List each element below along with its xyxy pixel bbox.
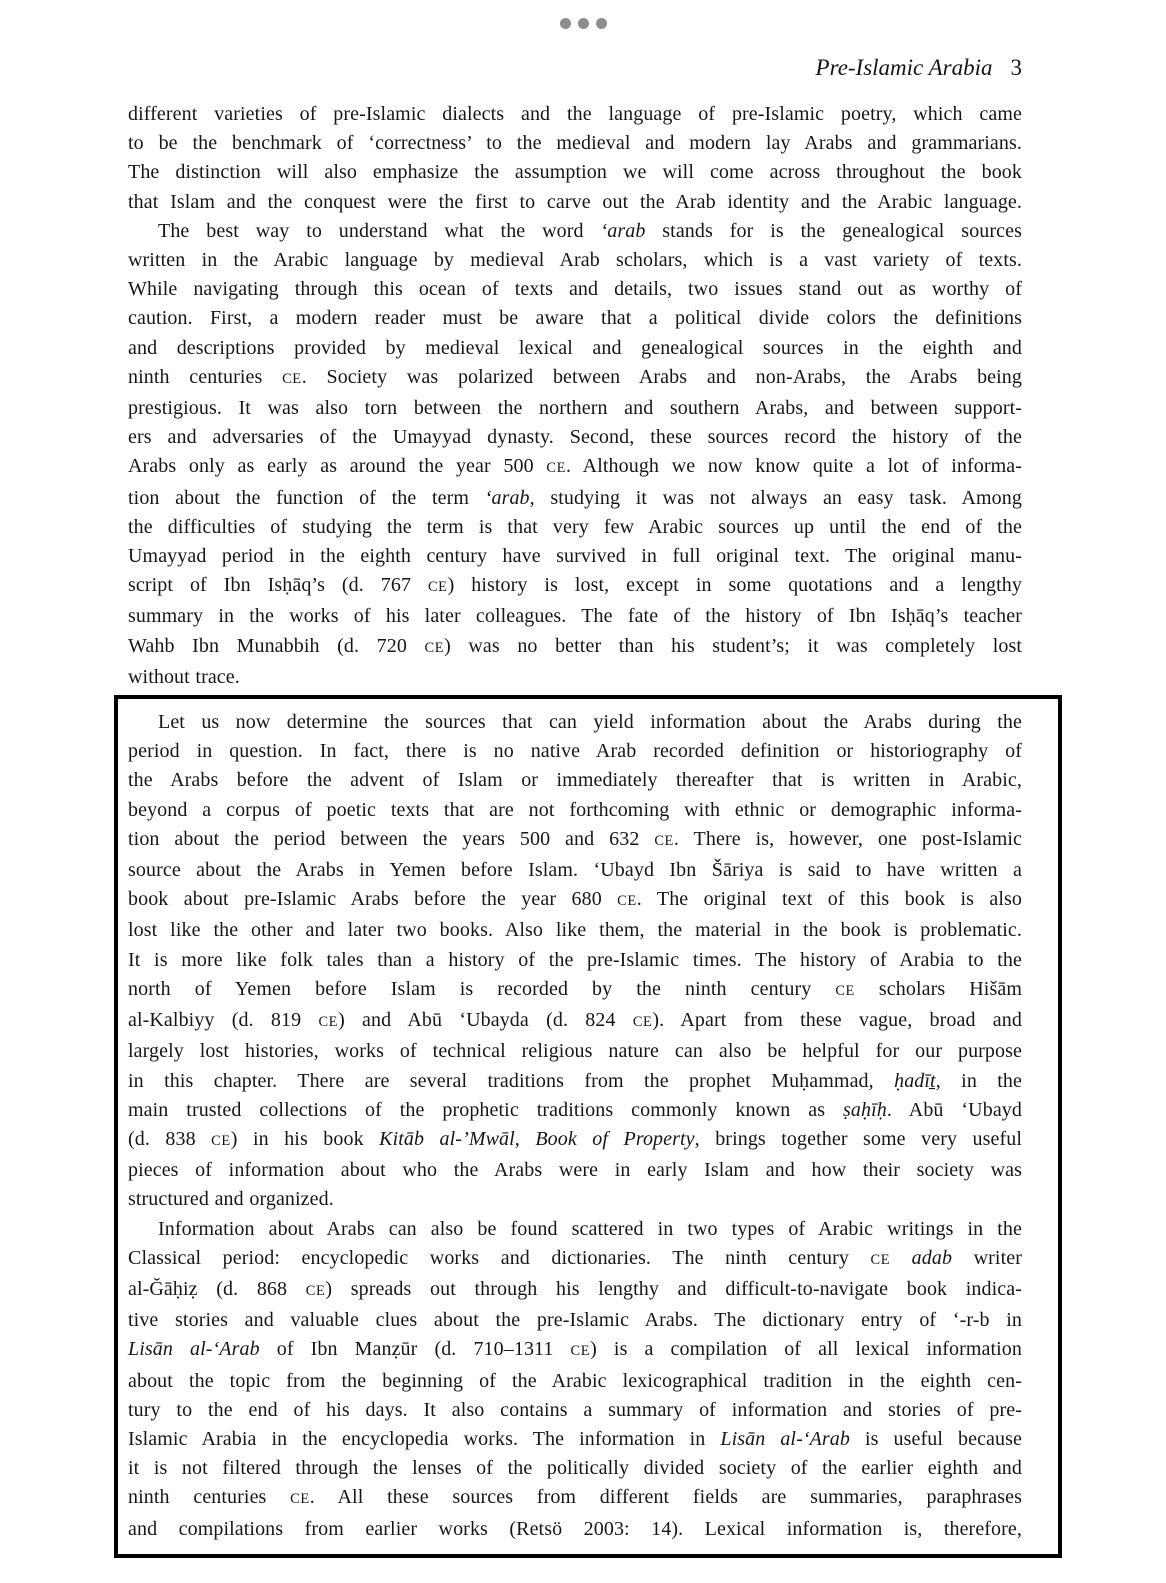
highlight-box <box>114 695 1062 1558</box>
text-line: ninth centuries CE. All these sources from different fields are summaries, paraphrases <box>128 1486 1022 1509</box>
text-line: Arabs only as early as around the year 500 CE. Although we now know quite a lot of informa- <box>128 455 1023 478</box>
text-line: While navigating through this ocean of texts and details, two issues stand out as worthy of <box>128 278 1022 301</box>
text-line: Classical period: encyclopedic works and dictionaries. The ninth century CE adab writer <box>128 1246 1022 1269</box>
paragraph <box>128 100 1022 217</box>
text-line: in this chapter. There are several traditions from the prophet Muḥammad, ḥadīṯ, in the <box>128 1069 1022 1092</box>
text-line: It is more like folk tales than a history of the pre-Islamic times. The history of Arabia to the <box>128 948 1022 971</box>
text-line: largely lost histories, works of technical religious nature can also be helpful for our purpose <box>128 1040 1022 1063</box>
header-title: Pre-Islamic Arabia <box>815 55 993 80</box>
text-line: caution. First, a modern reader must be aware that a political divide colors the definitions <box>128 307 1022 330</box>
text-line: different varieties of pre-Islamic dialects and the language of pre-Islamic poetry, which came <box>128 103 1022 125</box>
text-line: and descriptions provided by medieval lexical and genealogical sources in the eighth and <box>128 336 1022 359</box>
text-line: script of Ibn Isḥāq’s (d. 767 CE) history is lost, except in some quotations and a lengthy <box>128 574 1022 597</box>
body-text <box>128 100 1022 692</box>
text-line: The distinction will also emphasize the assumption we will come across throughout the book <box>128 161 1022 184</box>
text-column <box>128 100 1022 1558</box>
text-line: ers and adversaries of the Umayyad dynasty. Second, these sources record the history of the <box>128 426 1022 449</box>
text-line: that Islam and the conquest were the first to carve out the Arab identity and the Arabic language. <box>128 190 1022 213</box>
text-line: main trusted collections of the prophetic traditions commonly known as ṣaḥīḥ. Abū ‘Ubayd <box>128 1098 1023 1121</box>
text-line: the difficulties of studying the term is that very few Arabic sources up until the end of the <box>128 515 1022 538</box>
text-line: source about the Arabs in Yemen before Islam. ‘Ubayd Ibn Šāriya is said to have written a <box>128 859 1022 882</box>
text-line: beyond a corpus of poetic texts that are not forthcoming with ethnic or demographic informa- <box>128 798 1022 821</box>
text-line: pieces of information about who the Arabs were in early Islam and how their society was <box>128 1159 1022 1182</box>
text-line: the Arabs before the advent of Islam or immediately thereafter that is written in Arabic, <box>128 769 1022 792</box>
paragraph <box>128 217 1022 692</box>
text-line: Umayyad period in the eighth century have survived in full original text. The original manu- <box>128 545 1022 568</box>
paragraph <box>128 708 1022 1214</box>
dot-icon <box>560 18 571 29</box>
text-line: Islamic Arabia in the encyclopedia works. The information in Lisān al-‘Arab is useful because <box>128 1427 1022 1450</box>
text-line: tion about the period between the years 500 and 632 CE. There is, however, one post-Islamic <box>128 827 1022 850</box>
text-line: prestigious. It was also torn between the northern and southern Arabs, and between support- <box>128 397 1022 420</box>
text-line: without trace. <box>128 665 240 688</box>
text-line: north of Yemen before Islam is recorded by the ninth century CE scholars Hišām <box>128 977 1022 1000</box>
text-line: to be the benchmark of ‘correctness’ to the medieval and modern lay Arabs and grammarians. <box>128 132 1022 155</box>
text-line: tion about the function of the term ‘arab, studying it was not always an easy task. Among <box>128 486 1022 509</box>
text-line: al-Ğāḥiẓ (d. 868 CE) spreads out through his lengthy and difficult-to-navigate book indica- <box>128 1277 1022 1300</box>
text-line: period in question. In fact, there is no native Arab recorded definition or historiography of <box>128 740 1022 763</box>
text-line: Information about Arabs can also be found scattered in two types of Arabic writings in the <box>158 1217 1022 1240</box>
text-line: tury to the end of his days. It also contains a summary of information and stories of pre- <box>128 1398 1022 1421</box>
text-line: written in the Arabic language by medieval Arab scholars, which is a vast variety of texts. <box>128 249 1022 272</box>
text-line: Wahb Ibn Munabbih (d. 720 CE) was no better than his student’s; it was completely lost <box>128 634 1022 657</box>
text-line: al-Kalbiyy (d. 819 CE) and Abū ‘Ubayda (d. 824 CE). Apart from these vague, broad and <box>128 1009 1022 1032</box>
text-line: tive stories and valuable clues about the pre-Islamic Arabs. The dictionary entry of ‘-r-b in <box>128 1309 1022 1332</box>
text-line: structured and organized. <box>128 1188 334 1211</box>
text-line: lost like the other and later two books. Also like them, the material in the book is problematic. <box>128 919 1022 942</box>
text-line: Lisān al-‘Arab of Ibn Manẓūr (d. 710–1311 CE) is a compilation of all lexical information <box>128 1338 1022 1361</box>
text-line: about the topic from the beginning of the Arabic lexicographical tradition in the eighth cen- <box>128 1369 1022 1392</box>
text-line: ninth centuries CE. Society was polarized between Arabs and non-Arabs, the Arabs being <box>128 365 1023 388</box>
text-line: Let us now determine the sources that can yield information about the Arabs during the <box>158 711 1022 734</box>
menu-dots-icon[interactable] <box>0 18 1166 29</box>
text-line: The best way to understand what the word ‘arab stands for is the genealogical sources <box>158 219 1022 242</box>
page-number: 3 <box>1010 55 1022 80</box>
text-line: it is not filtered through the lenses of the politically divided society of the earlier eighth and <box>128 1457 1022 1480</box>
paragraph <box>128 1215 1022 1544</box>
text-line: (d. 838 CE) in his book Kitāb al-’Mwāl, Book of Property, brings together some very useful <box>128 1127 1022 1150</box>
text-line: summary in the works of his later colleagues. The fate of the history of Ibn Isḥāq’s teacher <box>128 605 1022 628</box>
dot-icon <box>596 18 607 29</box>
text-line: book about pre-Islamic Arabs before the year 680 CE. The original text of this book is also <box>128 888 1022 911</box>
running-header <box>128 53 1022 83</box>
text-line: and compilations from earlier works (Retsö 2003: 14). Lexical information is, therefore, <box>128 1517 1022 1540</box>
dot-icon <box>578 18 589 29</box>
